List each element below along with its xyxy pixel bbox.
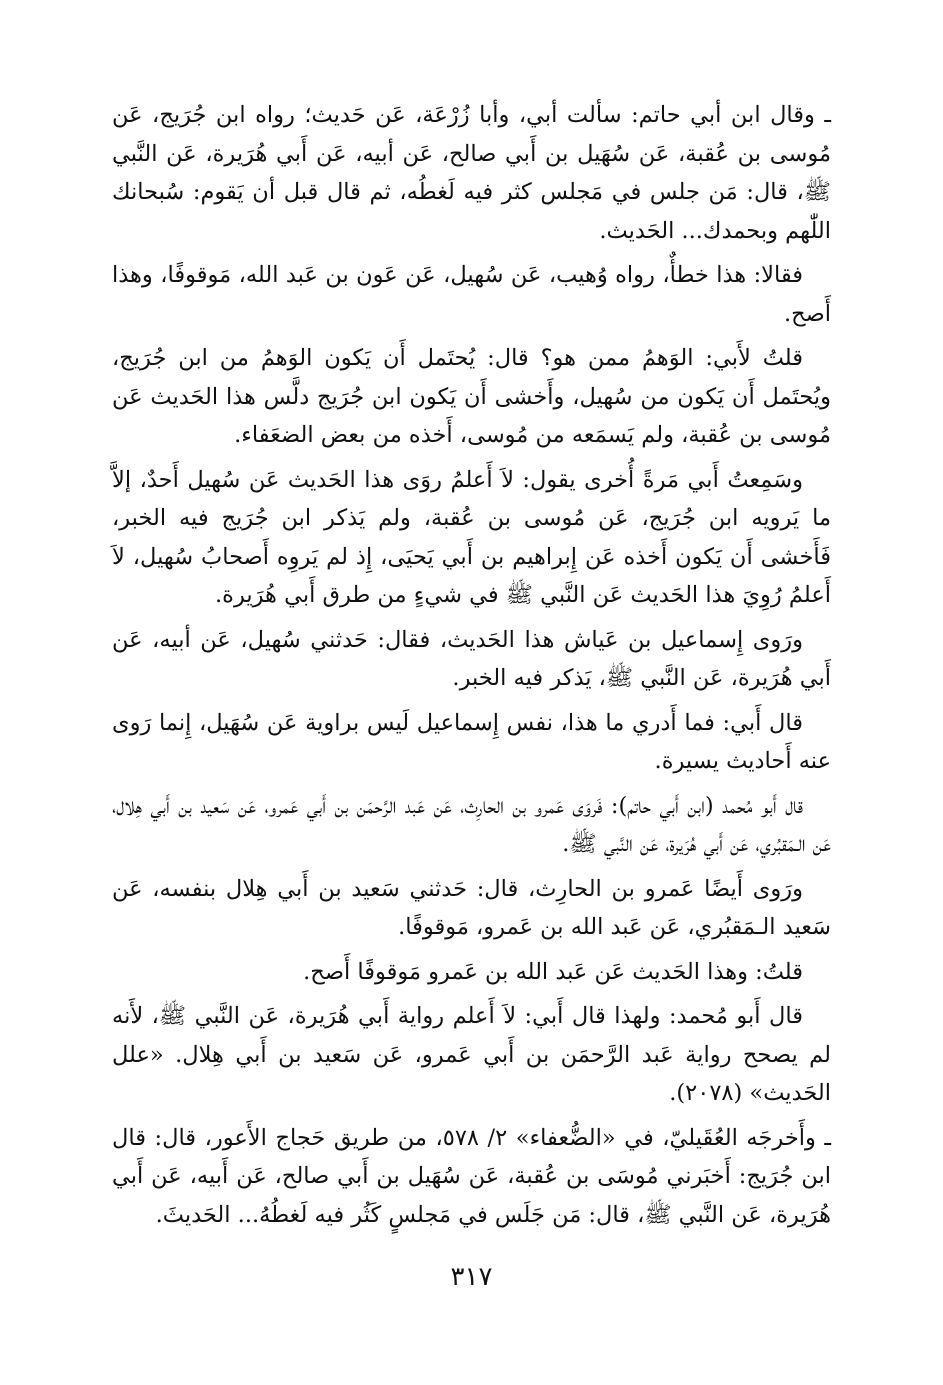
page-body (112, 96, 831, 1234)
paragraph-ismail-narration: ورَوى إِسماعيل بن عَياش هذا الحَديث، فقال: حَدثني سُهيل، عَن أبيه، عَن أَبي هُرَيرة، عَن النَّبي ﷺ، يَذكر فيه الخبر. (112, 626, 831, 691)
paragraph-abu-muhammad: قال أَبو مُحمد (ابن أَبي حاتم): فَروَى عَمرو بن الحارِث، عَن عَبد الرَّحمَن بن أَبي عَمرو، عَن سَعيد بن أَبي هِلال، عَن الـمَقبُري، عَن أَبي هُرَيرة، عَن النَّبي ﷺ. (112, 792, 831, 857)
paragraph-ibn-abi-hatim-question: ـ وقال ابن أبي حاتم: سألت أبي، وأبا زُرْعَة، عَن حَديث؛ رواه ابن جُرَيج، عَن مُوسى بن عُقبة، عَن سُهَيل بن أَبي صالح، عَن أبيه، عَن أَبي هُرَيرة، عَن النَّبي ﷺ، قال: مَن جلس في مَجلس كثر فيه لَغطُه، ثم قال قبل أن يَقوم: سُبحانك اللّٰهم وبحمدك... الحَديث. (112, 102, 831, 244)
paragraph-mawquf-sahih: قلتُ: وهذا الحَديث عَن عَبد الله بن عَمرو مَوقوفًا أَصح. (303, 958, 803, 985)
paragraph-ilal-reference: قال أَبو مُحمد: ولهذا قال أَبي: لاَ أَعلم رواية أَبي هُرَيرة، عَن النَّبي ﷺ، لأَنه لم يصحح رواية عَبد الرَّحمَن بن أَبي عَمرو، عَن سَعيد بن أَبي هِلال. «علل الحَديث» (٢٠٧٨). (112, 1003, 831, 1106)
page-number: ٣١٧ (450, 1262, 493, 1292)
paragraph-error-source: قلتُ لأَبي: الوَهمُ ممن هو؟ قال: يُحتَمل أَن يَكون الوَهمُ من ابن جُرَيج، ويُحتَمل أَن يَكون من سُهيل، وأَخشى أَن يَكون ابن جُرَيج دلَّس هذا الحَديث عَن مُوسى بن عُقبة، ولم يَسمَعه من مُوسى، أَخذه من بعض الضعَفاء. (112, 345, 831, 448)
paragraph-another-time: وسَمِعتُ أَبي مَرةً أُخرى يقول: لاَ أَعلمُ روَى هذا الحَديث عَن سُهيل أَحدٌ، إلاَّ ما يَرويه ابن جُرَيج، عَن مُوسى بن عُقبة، ولم يَذكر ابن جُرَيج فيه الخبر، فَأَخشى أَن يَكون أَخذه عَن إِبراهيم بن أَبي يَحيَى، إِذ لم يَروِه أَصحابُ سُهيل، لاَ أَعلمُ رُوِيَ هذا الحَديث عَن النَّبي ﷺ في شيءٍ من طرق أَبي هُرَيرة. (112, 466, 831, 608)
paragraph-abi-comment: قال أَبي: فما أَدري ما هذا، نفس إِسماعيل لَيس براوية عَن سُهَيل، إِنما رَوى عنه أَحاديث يسيرة. (112, 709, 831, 774)
paragraph-uqayli-reference: ـ وأَخرجَه العُقَيليّ، في «الضُّعفاء» ٢/ ٥٧٨، من طريق حَجاج الأَعور، قال: قال ابن جُرَيج: أَخبَرني مُوسَى بن عُقبة، عَن سُهَيل بن أَبي صالح، عَن أَبيه، عَن أَبي هُرَيرة، عَن النَّبي ﷺ، قال: مَن جَلَس في مَجلسٍ كَثُر فيه لَغطُهُ... الحَديثَ. (112, 1124, 831, 1228)
paragraph-amr-narration: ورَوى أَيضًا عَمرو بن الحارِث، قال: حَدثني سَعيد بن أَبي هِلال بنفسه، عَن سَعيد الـمَقبُري، عَن عَبد الله بن عَمرو، مَوقوفًا. (112, 875, 831, 940)
paragraph-wuhayb-narration: فقالا: هذا خطأٌ، رواه وُهيب، عَن سُهيل، عَن عَون بن عَبد الله، مَوقوفًا، وهذا أَصح. (112, 262, 831, 327)
